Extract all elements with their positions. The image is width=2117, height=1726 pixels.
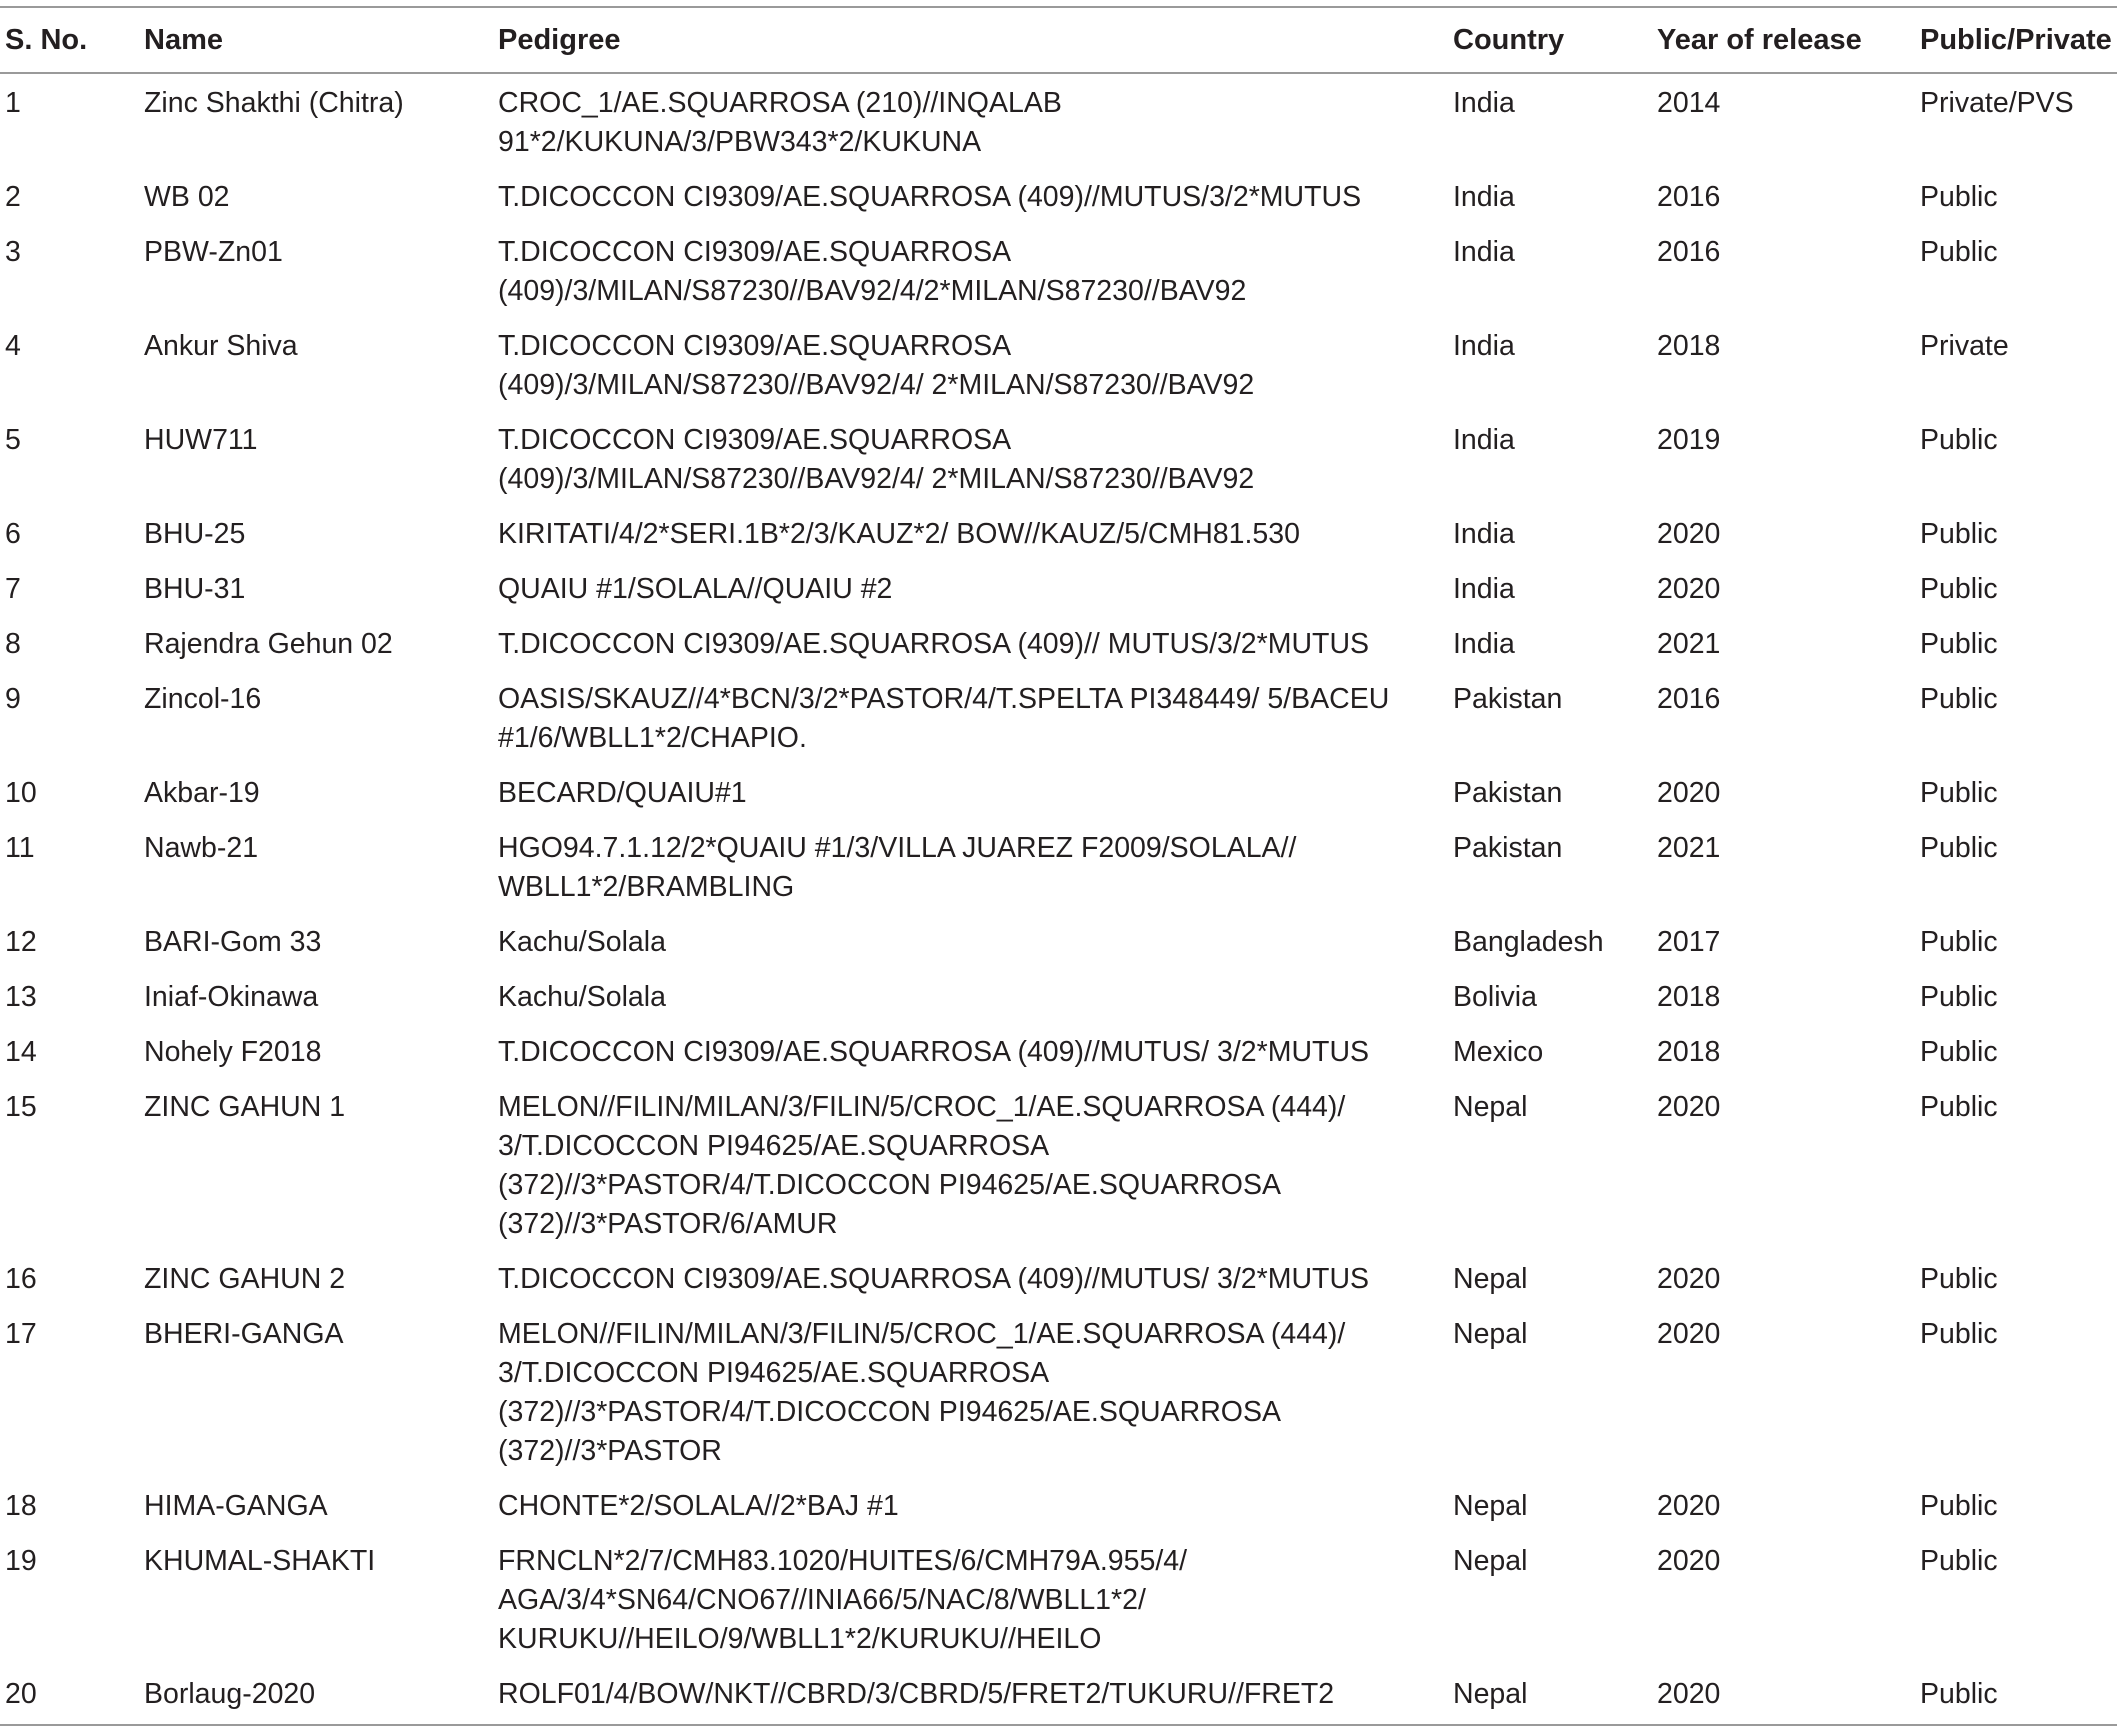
pedigree-line: (409)/3/MILAN/S87230//BAV92/4/ 2*MILAN/S87230//BAV92 <box>498 369 1255 401</box>
cell-country: Nepal <box>1453 1091 1528 1123</box>
table-row <box>0 672 2117 766</box>
cell-pedigree <box>498 1667 1453 1725</box>
table-row <box>0 1025 2117 1080</box>
cell-public-private: Private <box>1920 330 2009 362</box>
cell-country: Pakistan <box>1453 832 1563 864</box>
table-row <box>0 73 2117 170</box>
header-pedigree: Pedigree <box>498 24 621 56</box>
pedigree-line: T.DICOCCON CI9309/AE.SQUARROSA <box>498 330 1012 362</box>
cell-pedigree <box>498 766 1453 821</box>
cell-year: 2018 <box>1657 1036 1721 1068</box>
cell-name: Zincol-16 <box>144 683 262 715</box>
pedigree-line: KURUKU//HEILO/9/WBLL1*2/KURUKU//HEILO <box>498 1623 1102 1655</box>
cell-sno: 9 <box>5 683 21 715</box>
cell-year: 2020 <box>1657 1263 1721 1295</box>
cell-sno: 12 <box>5 926 37 958</box>
pedigree-line: 3/T.DICOCCON PI94625/AE.SQUARROSA <box>498 1130 1050 1162</box>
table-row <box>0 821 2117 915</box>
pedigree-line: QUAIU #1/SOLALA//QUAIU #2 <box>498 573 893 605</box>
pedigree-line: MELON//FILIN/MILAN/3/FILIN/5/CROC_1/AE.SQUARROSA (444)/ <box>498 1091 1346 1123</box>
cell-sno: 1 <box>5 87 21 119</box>
cell-pedigree <box>498 672 1453 766</box>
cell-pedigree <box>498 970 1453 1025</box>
pedigree-line: MELON//FILIN/MILAN/3/FILIN/5/CROC_1/AE.SQUARROSA (444)/ <box>498 1318 1346 1350</box>
table-header <box>0 7 2117 73</box>
cell-name: ZINC GAHUN 2 <box>144 1263 346 1295</box>
pedigree-line: BECARD/QUAIU#1 <box>498 777 747 809</box>
cell-pedigree <box>498 1080 1453 1252</box>
header-row <box>0 7 2117 73</box>
cell-year: 2020 <box>1657 1545 1721 1577</box>
cell-country: Nepal <box>1453 1318 1528 1350</box>
pedigree-line: CHONTE*2/SOLALA//2*BAJ #1 <box>498 1490 899 1522</box>
cell-sno: 16 <box>5 1263 37 1295</box>
cell-pedigree <box>498 1252 1453 1307</box>
cell-country: India <box>1453 424 1515 456</box>
cell-name: Nawb-21 <box>144 832 259 864</box>
header-country: Country <box>1453 24 1565 56</box>
cell-sno: 20 <box>5 1678 37 1710</box>
cell-year: 2018 <box>1657 981 1721 1013</box>
cell-sno: 4 <box>5 330 21 362</box>
cell-public-private: Public <box>1920 777 1998 809</box>
cell-public-private: Public <box>1920 628 1998 660</box>
cell-name: BHU-31 <box>144 573 246 605</box>
pedigree-line: (372)//3*PASTOR/4/T.DICOCCON PI94625/AE.SQUARROSA <box>498 1396 1281 1428</box>
table-row <box>0 413 2117 507</box>
pedigree-line: 3/T.DICOCCON PI94625/AE.SQUARROSA <box>498 1357 1050 1389</box>
cell-public-private: Public <box>1920 1545 1998 1577</box>
table-row <box>0 1667 2117 1725</box>
cell-name: KHUMAL-SHAKTI <box>144 1545 376 1577</box>
pedigree-line: T.DICOCCON CI9309/AE.SQUARROSA <box>498 236 1012 268</box>
cell-public-private: Public <box>1920 1036 1998 1068</box>
header-sno: S. No. <box>5 24 88 56</box>
cell-country: Bolivia <box>1453 981 1537 1013</box>
cell-pedigree <box>498 915 1453 970</box>
cell-public-private: Public <box>1920 683 1998 715</box>
pedigree-line: ROLF01/4/BOW/NKT//CBRD/3/CBRD/5/FRET2/TUKURU//FRET2 <box>498 1678 1335 1710</box>
cell-sno: 15 <box>5 1091 37 1123</box>
cell-name: Borlaug-2020 <box>144 1678 316 1710</box>
table-row <box>0 319 2117 413</box>
cell-sno: 11 <box>5 832 35 864</box>
cell-public-private: Public <box>1920 518 1998 550</box>
cell-country: India <box>1453 181 1515 213</box>
cell-country: India <box>1453 87 1515 119</box>
header-public-private: Public/Private <box>1920 24 2112 56</box>
table-row <box>0 170 2117 225</box>
table-body <box>0 73 2117 1725</box>
cell-year: 2021 <box>1657 628 1721 660</box>
header-year: Year of release <box>1657 24 1862 56</box>
table-row <box>0 1080 2117 1252</box>
cell-year: 2020 <box>1657 1318 1721 1350</box>
table-row <box>0 1252 2117 1307</box>
cell-country: Pakistan <box>1453 683 1563 715</box>
cell-pedigree <box>498 1479 1453 1534</box>
pedigree-line: T.DICOCCON CI9309/AE.SQUARROSA (409)//MUTUS/3/2*MUTUS <box>498 181 1362 213</box>
pedigree-line: CROC_1/AE.SQUARROSA (210)//INQALAB <box>498 87 1062 119</box>
cell-public-private: Public <box>1920 1091 1998 1123</box>
cell-year: 2018 <box>1657 330 1721 362</box>
cell-public-private: Public <box>1920 1318 1998 1350</box>
pedigree-line: (372)//3*PASTOR <box>498 1435 722 1467</box>
cell-country: Nepal <box>1453 1490 1528 1522</box>
cell-year: 2016 <box>1657 683 1721 715</box>
cell-country: Pakistan <box>1453 777 1563 809</box>
cell-name: ZINC GAHUN 1 <box>144 1091 346 1123</box>
cell-sno: 2 <box>5 181 21 213</box>
pedigree-line: FRNCLN*2/7/CMH83.1020/HUITES/6/CMH79A.955/4/ <box>498 1545 1188 1577</box>
pedigree-line: T.DICOCCON CI9309/AE.SQUARROSA (409)// MUTUS/3/2*MUTUS <box>498 628 1370 660</box>
cell-year: 2016 <box>1657 236 1721 268</box>
pedigree-line: 91*2/KUKUNA/3/PBW343*2/KUKUNA <box>498 126 982 158</box>
pedigree-line: (372)//3*PASTOR/4/T.DICOCCON PI94625/AE.SQUARROSA <box>498 1169 1281 1201</box>
pedigree-line: T.DICOCCON CI9309/AE.SQUARROSA <box>498 424 1012 456</box>
cell-sno: 19 <box>5 1545 37 1577</box>
cell-sno: 8 <box>5 628 21 660</box>
cell-name: Akbar-19 <box>144 777 260 809</box>
cell-public-private: Public <box>1920 981 1998 1013</box>
cell-public-private: Public <box>1920 424 1998 456</box>
cell-name: Ankur Shiva <box>144 330 298 362</box>
cell-year: 2020 <box>1657 1091 1721 1123</box>
pedigree-line: Kachu/Solala <box>498 981 666 1013</box>
table-row <box>0 507 2117 562</box>
cell-name: BHU-25 <box>144 518 246 550</box>
cell-sno: 14 <box>5 1036 37 1068</box>
pedigree-line: T.DICOCCON CI9309/AE.SQUARROSA (409)//MUTUS/ 3/2*MUTUS <box>498 1263 1370 1295</box>
cell-country: Nepal <box>1453 1545 1528 1577</box>
pedigree-line: WBLL1*2/BRAMBLING <box>498 871 795 903</box>
cell-name: WB 02 <box>144 181 230 213</box>
pedigree-line: (372)//3*PASTOR/6/AMUR <box>498 1208 838 1240</box>
table-row <box>0 1479 2117 1534</box>
cell-pedigree <box>498 821 1453 915</box>
cell-public-private: Public <box>1920 573 1998 605</box>
table-row <box>0 766 2117 821</box>
table-row <box>0 1307 2117 1479</box>
cell-country: India <box>1453 330 1515 362</box>
cell-year: 2020 <box>1657 518 1721 550</box>
cell-name: Zinc Shakthi (Chitra) <box>144 87 404 119</box>
cell-sno: 6 <box>5 518 21 550</box>
cell-country: India <box>1453 236 1515 268</box>
cell-public-private: Public <box>1920 181 1998 213</box>
cell-pedigree <box>498 319 1453 413</box>
cell-pedigree <box>498 1307 1453 1479</box>
cell-public-private: Private/PVS <box>1920 87 2074 119</box>
cell-public-private: Public <box>1920 1490 1998 1522</box>
pedigree-line: #1/6/WBLL1*2/CHAPIO. <box>498 722 807 754</box>
cell-name: HUW711 <box>144 424 258 456</box>
cell-sno: 10 <box>5 777 37 809</box>
cell-pedigree <box>498 73 1453 170</box>
cell-country: India <box>1453 628 1515 660</box>
wheat-varieties-table <box>0 6 2117 1726</box>
cell-sno: 5 <box>5 424 21 456</box>
cell-pedigree <box>498 413 1453 507</box>
header-name: Name <box>144 24 223 56</box>
cell-year: 2020 <box>1657 573 1721 605</box>
pedigree-line: OASIS/SKAUZ//4*BCN/3/2*PASTOR/4/T.SPELTA PI348449/ 5/BACEU <box>498 683 1390 715</box>
pedigree-line: HGO94.7.1.12/2*QUAIU #1/3/VILLA JUAREZ F2009/SOLALA// <box>498 832 1297 864</box>
cell-year: 2020 <box>1657 1678 1721 1710</box>
cell-pedigree <box>498 617 1453 672</box>
cell-name: HIMA-GANGA <box>144 1490 328 1522</box>
cell-name: PBW-Zn01 <box>144 236 283 268</box>
cell-public-private: Public <box>1920 832 1998 864</box>
cell-country: Nepal <box>1453 1263 1528 1295</box>
cell-country: Nepal <box>1453 1678 1528 1710</box>
cell-pedigree <box>498 1534 1453 1667</box>
cell-name: Rajendra Gehun 02 <box>144 628 393 660</box>
cell-year: 2016 <box>1657 181 1721 213</box>
pedigree-line: (409)/3/MILAN/S87230//BAV92/4/2*MILAN/S87230//BAV92 <box>498 275 1247 307</box>
cell-sno: 3 <box>5 236 21 268</box>
pedigree-line: KIRITATI/4/2*SERI.1B*2/3/KAUZ*2/ BOW//KAUZ/5/CMH81.530 <box>498 518 1300 550</box>
pedigree-line: (409)/3/MILAN/S87230//BAV92/4/ 2*MILAN/S87230//BAV92 <box>498 463 1255 495</box>
cell-public-private: Public <box>1920 926 1998 958</box>
cell-year: 2014 <box>1657 87 1721 119</box>
cell-sno: 18 <box>5 1490 37 1522</box>
cell-name: Iniaf-Okinawa <box>144 981 319 1013</box>
table-row <box>0 617 2117 672</box>
cell-sno: 7 <box>5 573 21 605</box>
pedigree-line: Kachu/Solala <box>498 926 666 958</box>
cell-public-private: Public <box>1920 1678 1998 1710</box>
table-row <box>0 562 2117 617</box>
cell-year: 2021 <box>1657 832 1721 864</box>
cell-pedigree <box>498 507 1453 562</box>
cell-name: Nohely F2018 <box>144 1036 322 1068</box>
cell-pedigree <box>498 170 1453 225</box>
table-row <box>0 970 2117 1025</box>
pedigree-line: AGA/3/4*SN64/CNO67//INIA66/5/NAC/8/WBLL1*2/ <box>498 1584 1146 1616</box>
cell-public-private: Public <box>1920 1263 1998 1295</box>
cell-year: 2017 <box>1657 926 1721 958</box>
cell-country: Bangladesh <box>1453 926 1604 958</box>
table-row <box>0 1534 2117 1667</box>
cell-year: 2020 <box>1657 777 1721 809</box>
cell-country: India <box>1453 518 1515 550</box>
table-row <box>0 225 2117 319</box>
cell-name: BARI-Gom 33 <box>144 926 322 958</box>
pedigree-line: T.DICOCCON CI9309/AE.SQUARROSA (409)//MUTUS/ 3/2*MUTUS <box>498 1036 1370 1068</box>
cell-country: India <box>1453 573 1515 605</box>
cell-pedigree <box>498 562 1453 617</box>
cell-year: 2019 <box>1657 424 1721 456</box>
cell-pedigree <box>498 225 1453 319</box>
cell-public-private: Public <box>1920 236 1998 268</box>
cell-country: Mexico <box>1453 1036 1544 1068</box>
table-row <box>0 915 2117 970</box>
cell-name: BHERI-GANGA <box>144 1318 344 1350</box>
cell-sno: 17 <box>5 1318 37 1350</box>
cell-year: 2020 <box>1657 1490 1721 1522</box>
cell-pedigree <box>498 1025 1453 1080</box>
cell-sno: 13 <box>5 981 37 1013</box>
